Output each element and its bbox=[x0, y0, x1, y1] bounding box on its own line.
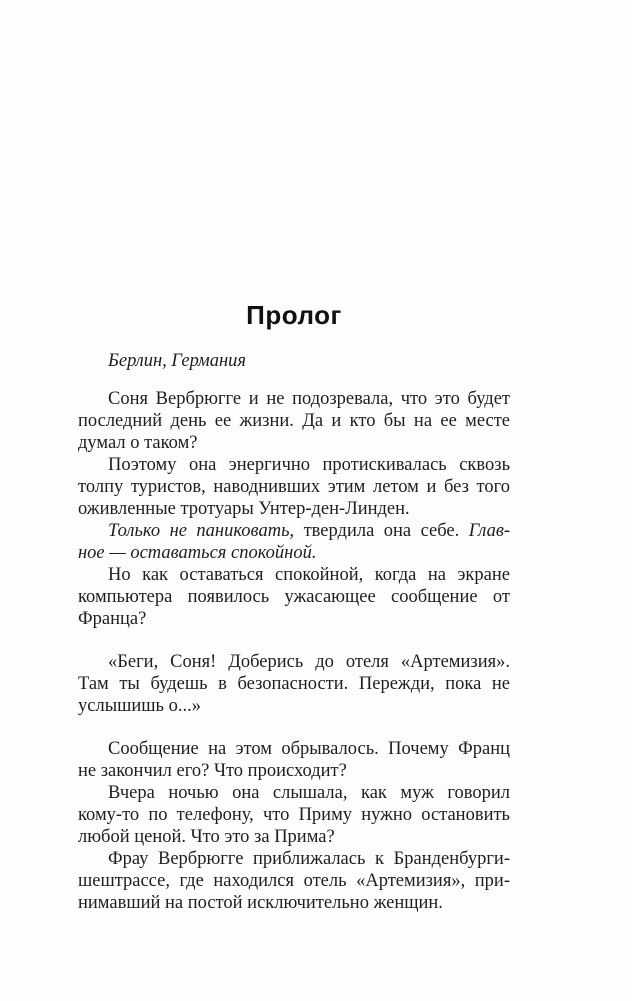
text-run: Фрау Вербрюгге приближалась к Бранденбурги- bbox=[108, 849, 510, 869]
text-line bbox=[78, 542, 510, 564]
text-line bbox=[78, 476, 510, 498]
dateline: Берлин, Германия bbox=[108, 351, 247, 371]
text-run: , твердила она себе. bbox=[289, 521, 469, 541]
text-run: шештрассе, где находился отель «Артемизия», при- bbox=[78, 871, 510, 891]
text-line bbox=[78, 586, 510, 608]
paragraph bbox=[78, 848, 510, 914]
text-line bbox=[78, 673, 510, 695]
paragraph bbox=[78, 520, 510, 564]
text-line bbox=[78, 870, 510, 892]
text-line bbox=[78, 760, 510, 782]
text-run: не закончил его? Что происходит? bbox=[78, 761, 347, 781]
text-line bbox=[78, 520, 510, 542]
text-run: компьютера появилось ужасающее сообщение от bbox=[78, 587, 510, 607]
text-line bbox=[78, 695, 510, 717]
text-line bbox=[78, 410, 510, 432]
text-run: Но как оставаться спокойной, когда на экране bbox=[108, 565, 510, 585]
text-run: Франца? bbox=[78, 609, 147, 629]
paragraph bbox=[78, 782, 510, 848]
text-run: думал о таком? bbox=[78, 433, 198, 453]
text-column bbox=[78, 0, 510, 914]
text-run: оживленные тротуары Унтер-ден-Линден. bbox=[78, 499, 410, 519]
text-line bbox=[78, 651, 510, 673]
paragraph bbox=[78, 564, 510, 630]
text-run: толпу туристов, наводнивших этим летом и без того bbox=[78, 477, 510, 497]
text-run: Сообщение на этом обрывалось. Почему Франц bbox=[108, 739, 510, 759]
text-line bbox=[78, 432, 510, 454]
text-run: Вчера ночью она слышала, как муж говорил bbox=[108, 783, 510, 803]
text-line bbox=[78, 826, 510, 848]
paragraph bbox=[78, 651, 510, 717]
text-run: Там ты будешь в безопасности. Пережди, пока не bbox=[78, 674, 510, 694]
chapter-heading: Пролог bbox=[246, 300, 342, 330]
text-line bbox=[78, 608, 510, 630]
text-line bbox=[78, 388, 510, 410]
text-line bbox=[78, 454, 510, 476]
text-line bbox=[78, 498, 510, 520]
paragraph bbox=[78, 454, 510, 520]
text-run: Соня Вербрюгге и не подозревала, что это будет bbox=[108, 389, 510, 409]
text-run: последний день ее жизни. Да и кто бы на ее месте bbox=[78, 411, 510, 431]
text-run: услышишь о...» bbox=[78, 696, 201, 716]
text-line bbox=[78, 804, 510, 826]
text-line bbox=[78, 564, 510, 586]
text-run: любой ценой. Что это за Прима? bbox=[78, 827, 335, 847]
text-line bbox=[78, 848, 510, 870]
text-line bbox=[78, 892, 510, 914]
text-run: нимавший на постой исключительно женщин. bbox=[78, 893, 443, 913]
text-run: ное — оставаться спокойной. bbox=[78, 543, 317, 563]
text-line bbox=[78, 782, 510, 804]
paragraph bbox=[78, 738, 510, 782]
text-line bbox=[78, 738, 510, 760]
text-run: кому-то по телефону, что Приму нужно остановить bbox=[78, 805, 510, 825]
text-run: Поэтому она энергично протискивалась сквозь bbox=[108, 455, 510, 475]
body-paragraphs bbox=[78, 388, 510, 914]
paragraph bbox=[78, 388, 510, 454]
text-run: Глав- bbox=[468, 521, 511, 541]
text-run: Только не паниковать bbox=[108, 521, 290, 541]
text-run: «Беги, Соня! Доберись до отеля «Артемизия». bbox=[108, 652, 510, 672]
